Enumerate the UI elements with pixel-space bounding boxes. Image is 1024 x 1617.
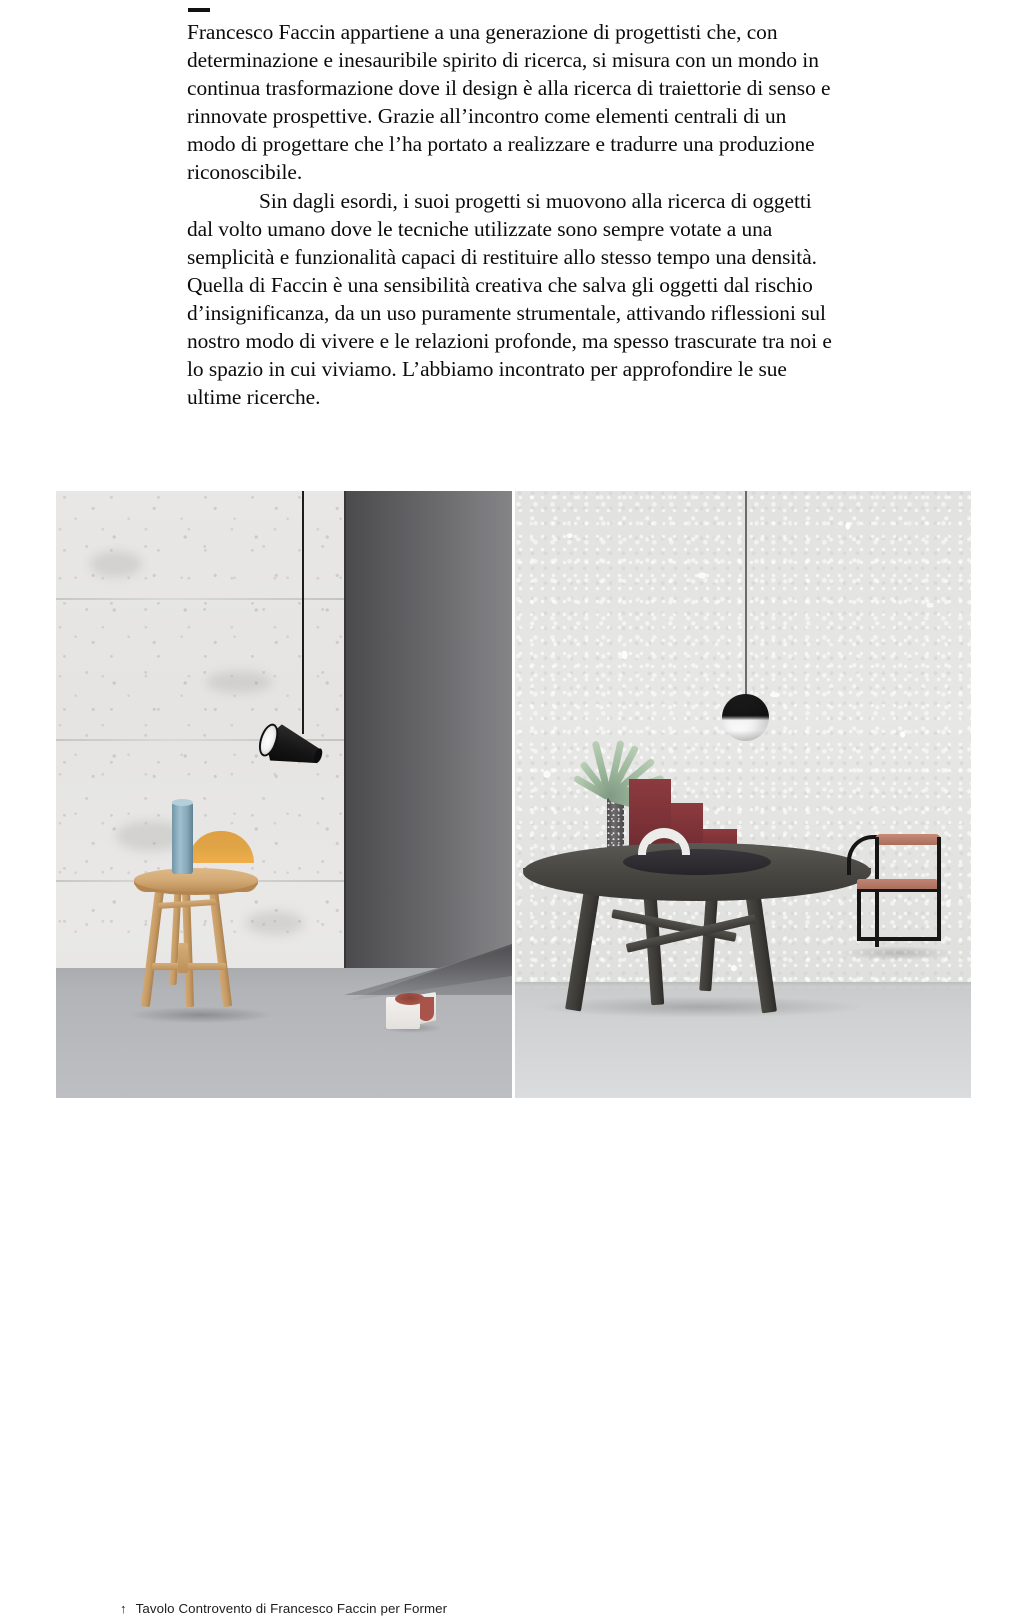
blue-cylinder-vase <box>172 802 193 874</box>
figure-caption <box>120 1601 447 1617</box>
chair-stretcher <box>857 937 941 941</box>
wall-stain <box>90 551 142 577</box>
chair-side-rail <box>857 889 941 892</box>
caption-text: Tavolo Controvento di Francesco Faccin per Former <box>135 1601 448 1616</box>
white-red-cube-vessel <box>386 989 436 1029</box>
wall-stain <box>246 911 304 935</box>
figure-image-pair <box>56 491 971 1098</box>
wall-seam <box>56 598 344 600</box>
wall-stain <box>206 671 272 693</box>
table-floor-shadow <box>535 996 865 1018</box>
pendant-cord <box>745 491 747 696</box>
figure-block <box>56 491 971 1616</box>
article-paragraph-1: Francesco Faccin appartiene a una generazione di progettisti che, con determinazione e inesauribile spirito di ricerca, si misura con un mondo in continua trasformazione dove il design è alla ricerca di traiettorie di senso e rinnovate prospettive. Grazie all’incontro come elementi centrali di un modo di progettare che l’ha portato a realizzare e tradurre una produzione riconoscibile. <box>187 20 831 185</box>
table-floor-shadow <box>130 1007 272 1023</box>
photo-terrazzo-room <box>515 491 971 1098</box>
sphere-pendant-lamp <box>722 694 769 741</box>
cube-opening <box>395 993 425 1005</box>
table-brace <box>152 963 226 970</box>
article-paragraph-2: Sin dagli esordi, i suoi progetti si muovono alla ricerca di oggetti dal volto umano dove le tecniche utilizzate sono sempre votate a una semplicità e funzionalità capaci di restituire allo stesso tempo una densità. Quella di Faccin è una sensibilità creativa che salva gli oggetti dal rischio d’insignificanza, da un uso puramente strumentale, attivando riflessioni sul nostro modo di vivere e le relazioni profonde, ma spesso trascurate tra noi e lo spazio in cui viviamo. L’abbiamo incontrato per approfondire le sue ultime ricerche. <box>187 188 832 410</box>
article-text-column <box>187 0 839 411</box>
chair-backrest-leather <box>875 834 941 845</box>
blue-cylinder-rim <box>172 799 193 806</box>
arrow-up-icon: ↑ <box>120 1601 127 1616</box>
black-frame-chair <box>845 833 945 953</box>
photo-concrete-room <box>56 491 512 1098</box>
section-rule-mark <box>188 8 210 12</box>
oak-round-table-top <box>134 868 258 892</box>
pendant-cord <box>302 491 304 734</box>
table-brace <box>178 943 188 973</box>
